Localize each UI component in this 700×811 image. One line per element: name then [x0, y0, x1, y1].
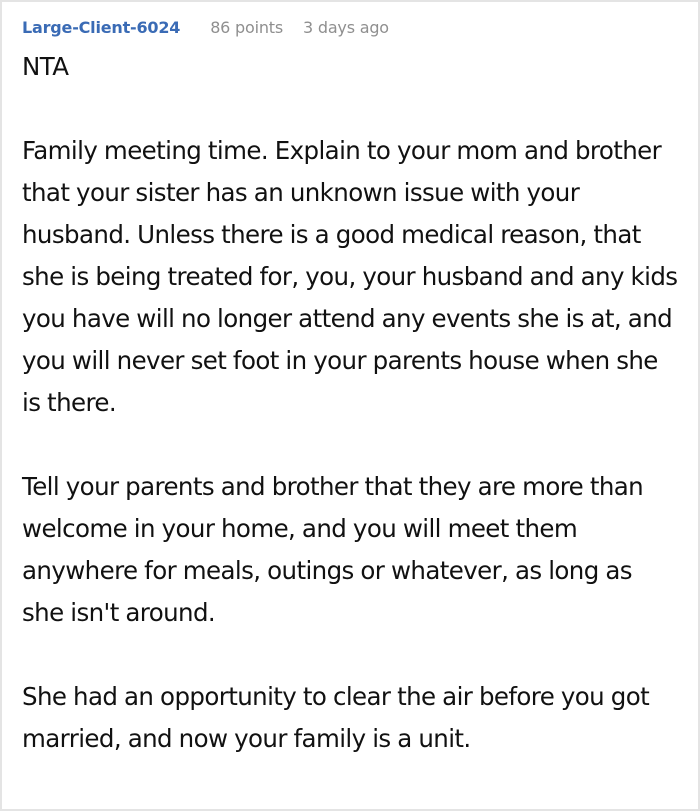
comment-body	[22, 46, 678, 760]
points-count: 86 points	[210, 18, 283, 37]
comment-paragraph: Tell your parents and brother that they are more than welcome in your home, and you will meet them anywhere for meals, outings or whatever, as long as she isn't around.	[22, 472, 644, 627]
comment-paragraph: NTA	[22, 52, 69, 81]
timestamp: 3 days ago	[303, 18, 389, 37]
comment-paragraph: She had an opportunity to clear the air before you got married, and now your family is a unit.	[22, 682, 650, 753]
comment-paragraph: Family meeting time. Explain to your mom and brother that your sister has an unknown issue with your husband. Unless there is a good medical reason, that she is being treated for, you, your husband and any kids you have will no longer attend any events she is at, and you will never set foot in your parents house when she is there.	[22, 136, 678, 417]
author-link[interactable]: Large-Client-6024	[22, 18, 181, 37]
comment-meta	[22, 18, 678, 46]
